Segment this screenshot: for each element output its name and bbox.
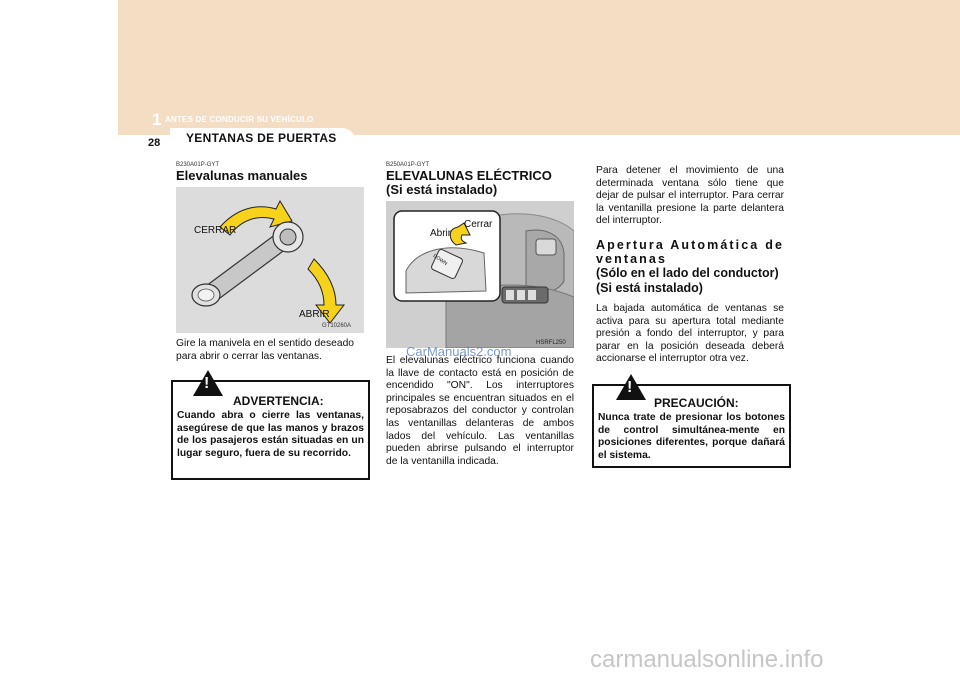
window-crank-illustration (176, 187, 364, 333)
caution-exclamation: ! (627, 379, 633, 396)
heading-auto-down-line3: (Si está instalado) (596, 281, 703, 295)
footer-watermark: carmanualsonline.info (590, 646, 824, 673)
column-2 (386, 162, 576, 197)
caution-box (592, 379, 791, 468)
warning-box (171, 375, 370, 480)
section-code-2: B250A01P-GYT (386, 162, 430, 168)
paragraph-power-windows: El elevalunas eléctrico funciona cuando la llave de contacto está en posición de encendido "ON". Los interruptores principales se encuentran situados en el reposabrazos del conductor y controlan las ventanillas delanteras de ambos lados del vehículo. Las ventanillas pueden abrirse pulsando el interruptor de la ventanilla indicada. (386, 355, 574, 467)
column-1 (176, 162, 364, 183)
warning-text: Cuando abra o cierre las ventanas, asegúrese de que las manos y brazos de los pasajeros están situadas en un lugar seguro, fuera de su recorrido. (177, 410, 364, 459)
caution-text: Nunca trate de presionar los botones de control simultánea-mente en posiciones diferentes, porque dañará el sistema. (598, 412, 785, 461)
label-close: CERRAR (194, 225, 237, 236)
label-open: ABRIR (299, 309, 330, 320)
page-number: 28 (148, 137, 161, 149)
heading-power-windows-sub: (Si está instalado) (386, 182, 498, 197)
figure-code: GT10260A (322, 323, 352, 329)
heading-auto-down (596, 238, 784, 296)
figure-power-switch (386, 201, 574, 348)
watermark-carmanuals: CarManuals2.com (406, 344, 512, 359)
caution-title: PRECAUCIÓN: (654, 396, 739, 410)
paragraph-manual: Gire la manivela en el sentido deseado para abrir o cerrar las ventanas. (176, 338, 355, 362)
paragraph-stop-window: Para detener el movimiento de una determinada ventana sólo tiene que dejar de pulsar el interruptor. Para cerrar la ventanilla presione la parte delantera del interruptor. (596, 165, 784, 227)
section-title: YENTANAS DE PUERTAS (186, 131, 337, 145)
heading-power-windows: ELEVALUNAS ELÉCTRICO (386, 168, 552, 183)
figure-code-2: HSRFL250 (536, 340, 566, 346)
heading-manual-windows: Elevalunas manuales (176, 168, 308, 183)
chapter-number: 1 (152, 110, 162, 129)
figure-window-crank (176, 187, 364, 333)
heading-auto-down-line1: Apertura Automática de ventanas (596, 238, 784, 266)
chapter-title: ANTES DE CONDUCIR SU VEHÍCULO (165, 115, 314, 124)
switch-label: DOWN (431, 252, 449, 268)
label-open-power: Abrir (430, 228, 452, 239)
heading-auto-down-line2: (Sólo en el lado del conductor) (596, 266, 779, 280)
warning-exclamation: ! (204, 375, 210, 392)
label-close-power: Cerrar (464, 219, 493, 230)
warning-title: ADVERTENCIA: (233, 394, 324, 408)
paragraph-auto-down: La bajada automática de ventanas se activa para su apertura total mediante presión a fondo del interruptor, y para parar en la posición deseada deberá accionarse el interruptor otra vez. (596, 303, 784, 365)
section-code: B230A01P-GYT (176, 162, 220, 168)
